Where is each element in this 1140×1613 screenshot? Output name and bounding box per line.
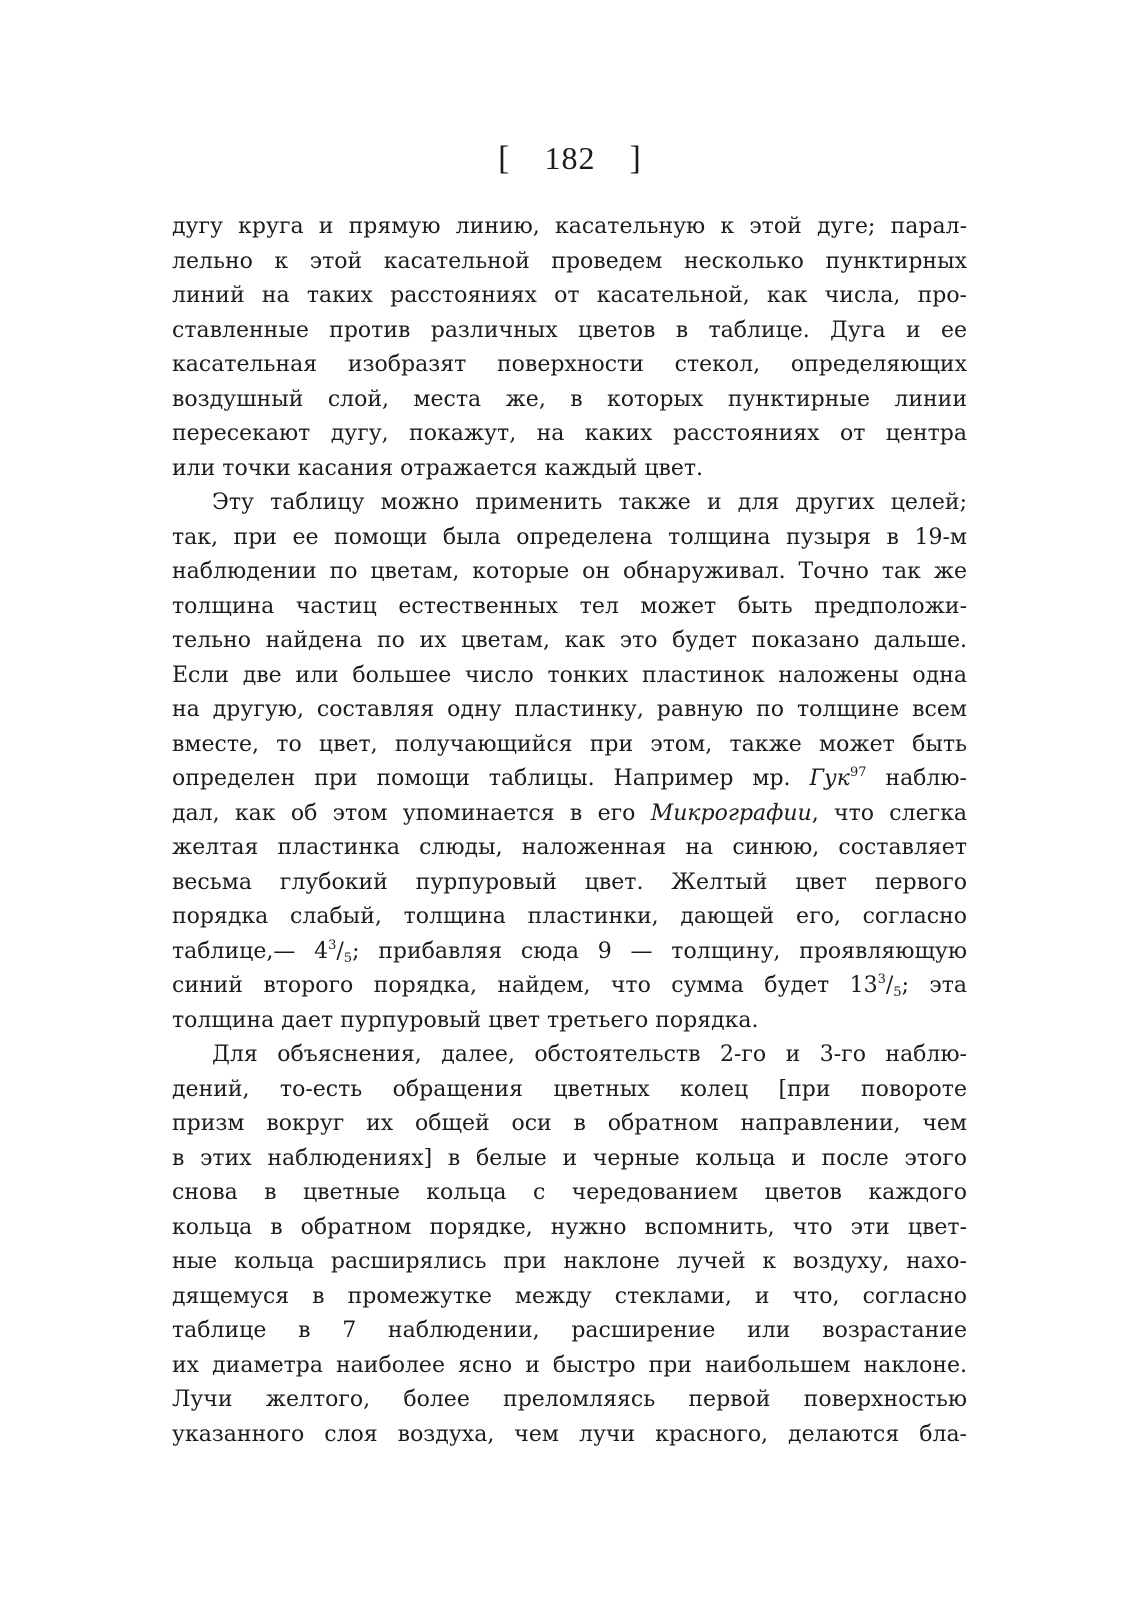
- text-line: дящемуся в промежутке между стеклами, и что, согласно: [172, 1283, 967, 1309]
- text-line: тельно найдена по их цветам, как это будет показано дальше.: [172, 628, 967, 653]
- text-line: вместе, то цвет, получающийся при этом, также может быть: [172, 731, 967, 757]
- text-line: желтая пластинка слюды, наложенная на синюю, составляет: [172, 835, 967, 860]
- text-line: призм вокруг их общей оси в обратном направлении, чем: [172, 1111, 967, 1136]
- fraction-denominator: 5: [343, 950, 353, 966]
- text-line: Для объяснения, далее, обстоятельств 2-го и 3-го наблю-: [212, 1042, 967, 1067]
- text-line: воздушный слой, места же, в которых пунктирные линии: [172, 386, 967, 412]
- text-line: Лучи желтого, более преломляясь первой поверхностью: [172, 1387, 967, 1412]
- header-close-bracket: ]: [629, 140, 642, 177]
- text-line: лельно к этой касательной проведем несколько пунктирных: [172, 248, 967, 274]
- book-title-micrographia: Микрографии: [650, 800, 812, 826]
- text-fragment: ; эта: [901, 973, 968, 998]
- text-line: кольца в обратном порядке, нужно вспомнить, что эти цвет-: [172, 1214, 967, 1240]
- text-fragment: синий второго порядка, найдем, что сумма будет 13: [172, 973, 878, 998]
- text-line: их диаметра наиболее ясно и быстро при наибольшем наклоне.: [172, 1352, 967, 1378]
- text-line: дугу круга и прямую линию, касательную к этой дуге; парал-: [172, 214, 967, 239]
- text-line: линий на таких расстояниях от касательной, как числа, про-: [172, 283, 967, 308]
- text-line: пересекают дугу, покажут, на каких расстояниях от центра: [172, 421, 967, 446]
- text-fragment: наблю-: [885, 766, 967, 791]
- body-text: [172, 210, 967, 1452]
- page-header: [0, 140, 1140, 178]
- footnote-marker: 97: [849, 765, 867, 780]
- text-line: [172, 762, 967, 797]
- text-line: или точки касания отражается каждый цвет.: [172, 455, 704, 481]
- text-line: на другую, составляя одну пластинку, равную по толщине всем: [172, 697, 967, 722]
- text-line: ные кольца расширялись при наклоне лучей к воздуху, нахо-: [172, 1249, 967, 1274]
- text-fragment: дал, как об этом упоминается в его: [172, 800, 636, 826]
- text-line: таблице в 7 наблюдении, расширение или возрастание: [172, 1318, 967, 1343]
- text-line: снова в цветные кольца с чередованием цветов каждого: [172, 1180, 967, 1205]
- name-hooke: Гук: [809, 766, 850, 791]
- text-fragment: ; прибавляя сюда 9 — толщину, проявляющую: [352, 938, 967, 964]
- text-line: таблице,— $4^3/_5$; прибавляя сюда 9 — толщину, проявляющую: [172, 937, 967, 966]
- text-fragment: , что слегка: [811, 800, 967, 826]
- text-line: указанного слоя воздуха, чем лучи красного, делаются бла-: [172, 1421, 967, 1447]
- page-number: 182: [544, 140, 596, 176]
- text-line: [172, 797, 967, 832]
- text-line: порядка слабый, толщина пластинки, дающей его, согласно: [172, 904, 967, 929]
- text-line: толщина частиц естественных тел может быть предположи-: [172, 593, 967, 619]
- text-line: толщина дает пурпуровый цвет третьего порядка.: [172, 1007, 759, 1033]
- text-line: так, при ее помощи была определена толщина пузыря в 19-м: [172, 524, 967, 550]
- text-line: синий второго порядка, найдем, что сумма будет $13^3/_5$; эта: [172, 972, 968, 1000]
- text-line: Если две или большее число тонких пластинок наложены одна: [172, 662, 967, 688]
- fraction-numerator: 3: [328, 937, 337, 953]
- text-line: касательная изобразят поверхности стекол, определяющих: [172, 352, 967, 377]
- text-line: дений, то-есть обращения цветных колец [при повороте: [172, 1076, 967, 1102]
- text-fragment: таблице,— 4: [172, 938, 329, 964]
- text-line: в этих наблюдениях] в белые и черные кольца и после этого: [172, 1145, 967, 1171]
- text-line: весьма глубокий пурпуровый цвет. Желтый цвет первого: [172, 869, 967, 895]
- fraction-denominator: 5: [893, 985, 902, 1000]
- text-line: ставленные против различных цветов в таблице. Дуга и ее: [172, 317, 967, 343]
- header-open-bracket: [: [498, 140, 511, 177]
- text-line: наблюдении по цветам, которые он обнаруживал. Точно так же: [172, 559, 967, 584]
- fraction-numerator: 3: [877, 972, 886, 987]
- text-fragment: определен при помощи таблицы. Например мр.: [172, 766, 791, 791]
- text-line: Эту таблицу можно применить также и для других целей;: [212, 490, 967, 515]
